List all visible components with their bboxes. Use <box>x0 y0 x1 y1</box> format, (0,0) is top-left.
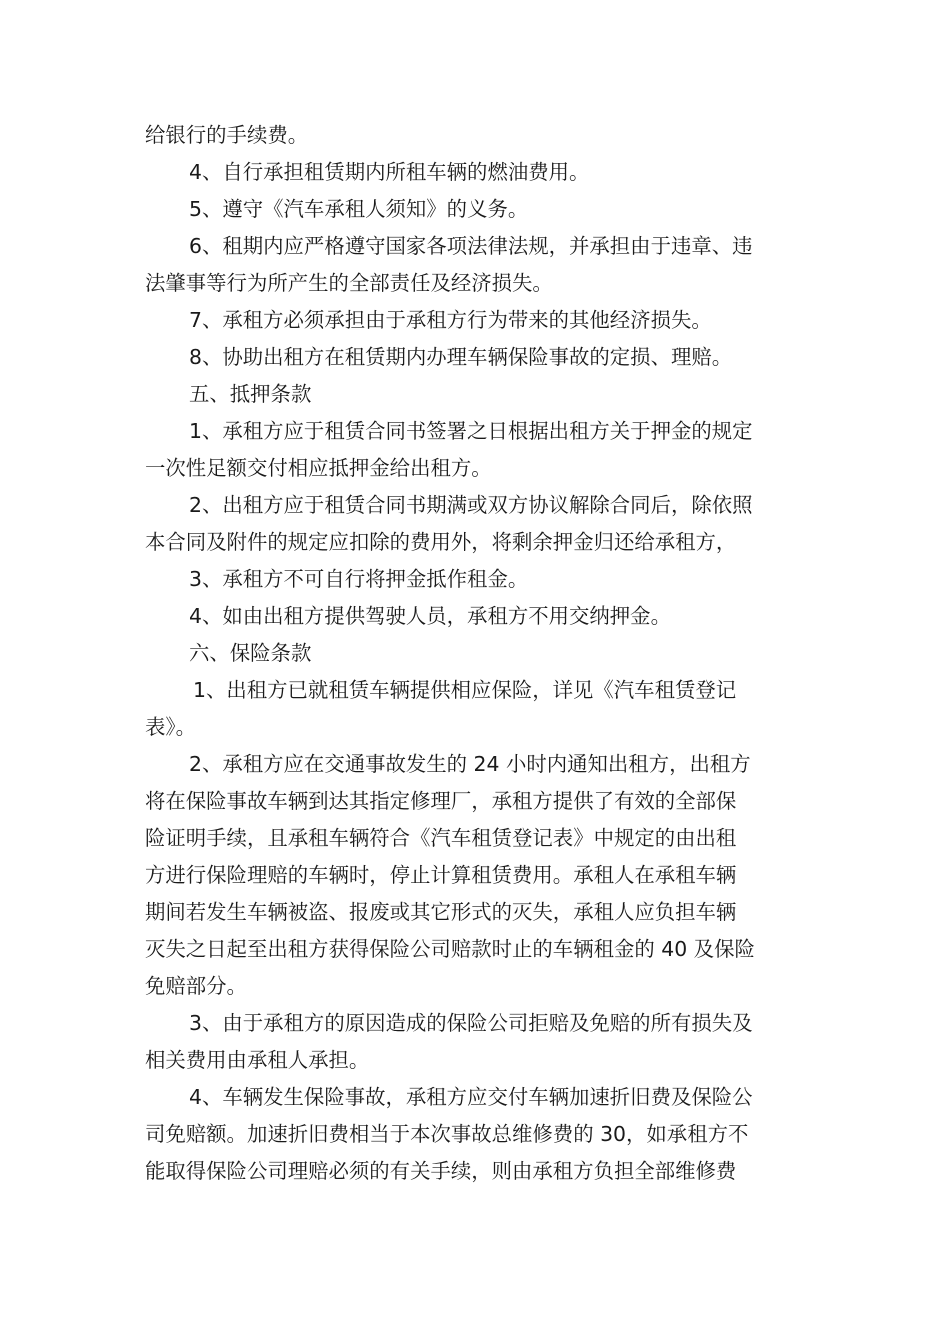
text-line: 1、出租方已就租赁车辆提供相应保险，详见《汽车租赁登记 <box>193 678 737 702</box>
text-line: 期间若发生车辆被盗、报废或其它形式的灭失，承租人应负担车辆 <box>145 900 737 924</box>
text-line: 给银行的手续费。 <box>145 123 309 147</box>
document-body <box>145 117 809 1190</box>
text-line: 灭失之日起至出租方获得保险公司赔款时止的车辆租金的 40 及保险 <box>145 937 755 961</box>
text-line: 将在保险事故车辆到达其指定修理厂，承租方提供了有效的全部保 <box>145 789 737 813</box>
text-line: 相关费用由承租人承担。 <box>145 1048 370 1072</box>
section-heading: 五、抵押条款 <box>189 382 312 406</box>
text-line: 4、车辆发生保险事故，承租方应交付车辆加速折旧费及保险公 <box>189 1085 753 1109</box>
text-line: 一次性足额交付相应抵押金给出租方。 <box>145 456 492 480</box>
text-line: 司免赔额。加速折旧费相当于本次事故总维修费的 30，如承租方不 <box>145 1122 749 1146</box>
section-heading: 六、保险条款 <box>189 641 312 665</box>
text-line: 1、承租方应于租赁合同书签署之日根据出租方关于押金的规定 <box>189 419 753 443</box>
text-line: 方进行保险理赔的车辆时，停止计算租赁费用。承租人在承租车辆 <box>145 863 737 887</box>
text-line: 本合同及附件的规定应扣除的费用外，将剩余押金归还给承租方， <box>145 530 737 554</box>
text-line: 4、如由出租方提供驾驶人员，承租方不用交纳押金。 <box>189 604 671 628</box>
text-line: 4、自行承担租赁期内所租车辆的燃油费用。 <box>189 160 590 184</box>
text-line: 5、遵守《汽车承租人须知》的义务。 <box>189 197 529 221</box>
text-line: 2、出租方应于租赁合同书期满或双方协议解除合同后，除依照 <box>189 493 753 517</box>
text-line: 6、租期内应严格遵守国家各项法律法规，并承担由于违章、违 <box>189 234 753 258</box>
text-line: 表》。 <box>145 715 196 739</box>
text-line: 3、承租方不可自行将押金抵作租金。 <box>189 567 529 591</box>
text-line: 法肇事等行为所产生的全部责任及经济损失。 <box>145 271 553 295</box>
text-line: 2、承租方应在交通事故发生的 24 小时内通知出租方，出租方 <box>189 752 751 776</box>
text-line: 能取得保险公司理赔必须的有关手续，则由承租方负担全部维修费 <box>145 1159 737 1183</box>
text-line: 3、由于承租方的原因造成的保险公司拒赔及免赔的所有损失及 <box>189 1011 753 1035</box>
text-line: 7、承租方必须承担由于承租方行为带来的其他经济损失。 <box>189 308 712 332</box>
text-line: 免赔部分。 <box>145 974 247 998</box>
text-line: 8、协助出租方在租赁期内办理车辆保险事故的定损、理赔。 <box>189 345 733 369</box>
text-line: 险证明手续，且承租车辆符合《汽车租赁登记表》中规定的由出租 <box>145 826 737 850</box>
